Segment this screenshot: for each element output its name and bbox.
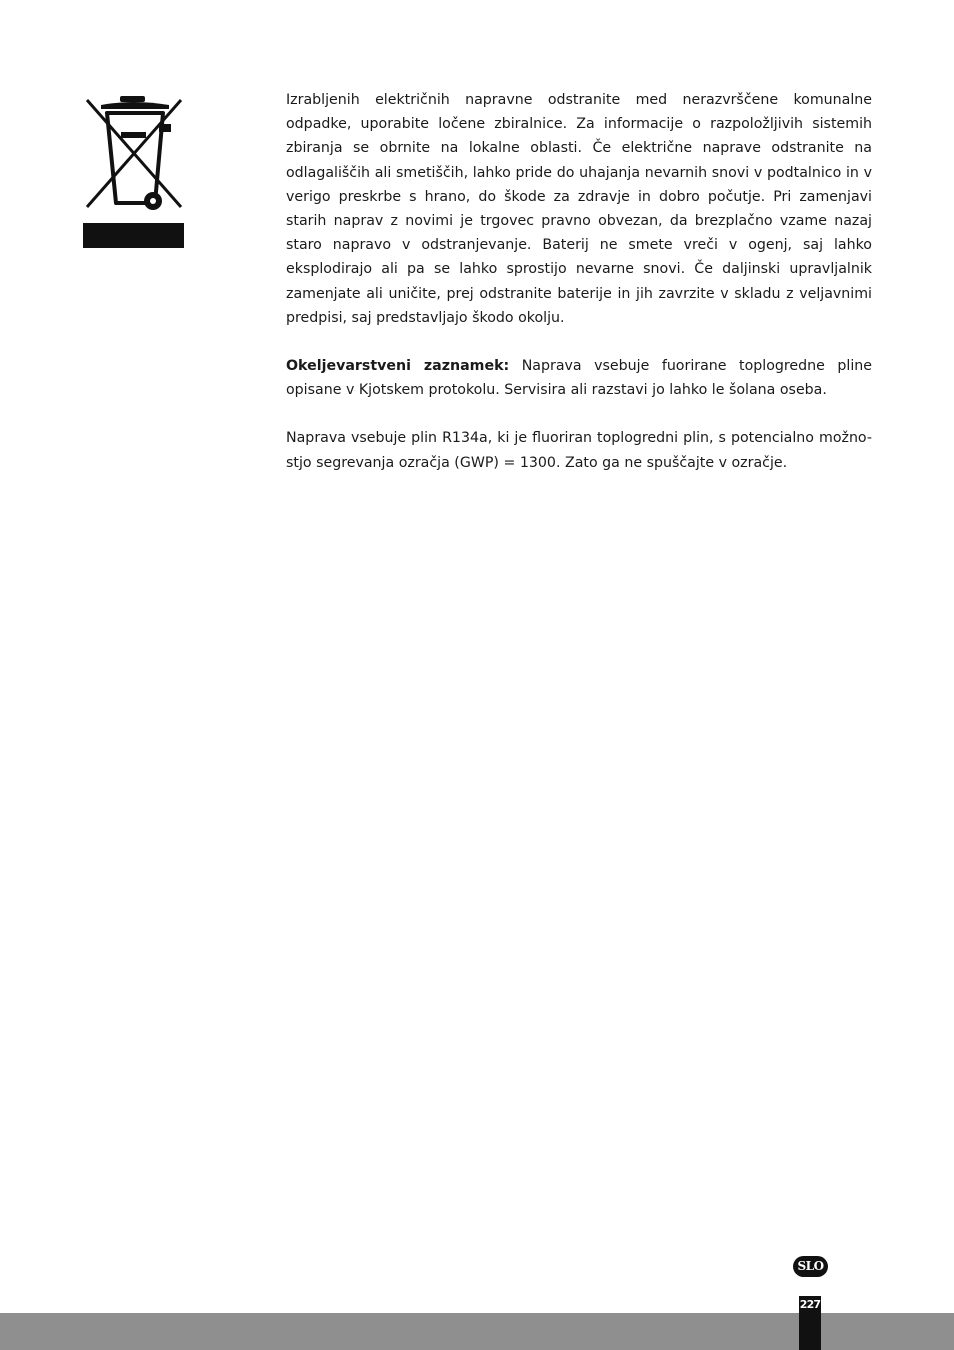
paragraph-lead: Okeljevarstveni zaznamek: [286,358,510,375]
page-number: 227 [799,1298,821,1311]
weee-crossed-bin-icon [83,95,184,248]
paragraph-text: Izrabljenih električnih napravne odstranite med nerazvrščene komunalne odpadke, uporabite ločene zbiralnice. Za informacije o razpoložljivih sistemih zbiranja se obrnite na lokalne oblasti. Če električne naprave odstranite na odlagališčih ali smetiščih, lahko pride do uhajanja nevarnih snovi v podtalnico in v verigo preskrbe s hrano, do škode za zdravje in dobro počutje. Pri zamenjavi starih naprav z novimi je trgovec pravno obvezan, da brezplačno vzame nazaj staro napravo v odstranjevanje. Baterij ne smete vreči v ogenj, saj lahko eksplodirajo ali pa se lahko sprostijo nevarne snovi. Če daljinski upravljalnik zamenjate ali uničite, prej odstranite baterije in jih zavrzite v skladu z veljavnimi predpisi, saj predstavljajo škodo okolju. [286,92,872,326]
paragraph-text: Naprava vsebuje plin R134a, ki je fluoriran toplogredni plin, s potencialno možno-stjo segrevanja ozračja (GWP) = 1300. Zato ga ne spuščajte v ozračje. [286,430,872,471]
paragraph-environment-note [286,354,872,402]
page-tab [799,1296,821,1350]
paragraph-text: Naprava vsebuje fuorirane toplogredne pline opisane v Kjotskem protokolu. Servisira ali razstavi jo lahko le šolana oseba. [286,358,872,399]
paragraph-disposal [286,88,872,330]
language-badge: SLO [793,1256,828,1277]
body-text [286,88,872,499]
paragraph-refrigerant [286,426,872,474]
